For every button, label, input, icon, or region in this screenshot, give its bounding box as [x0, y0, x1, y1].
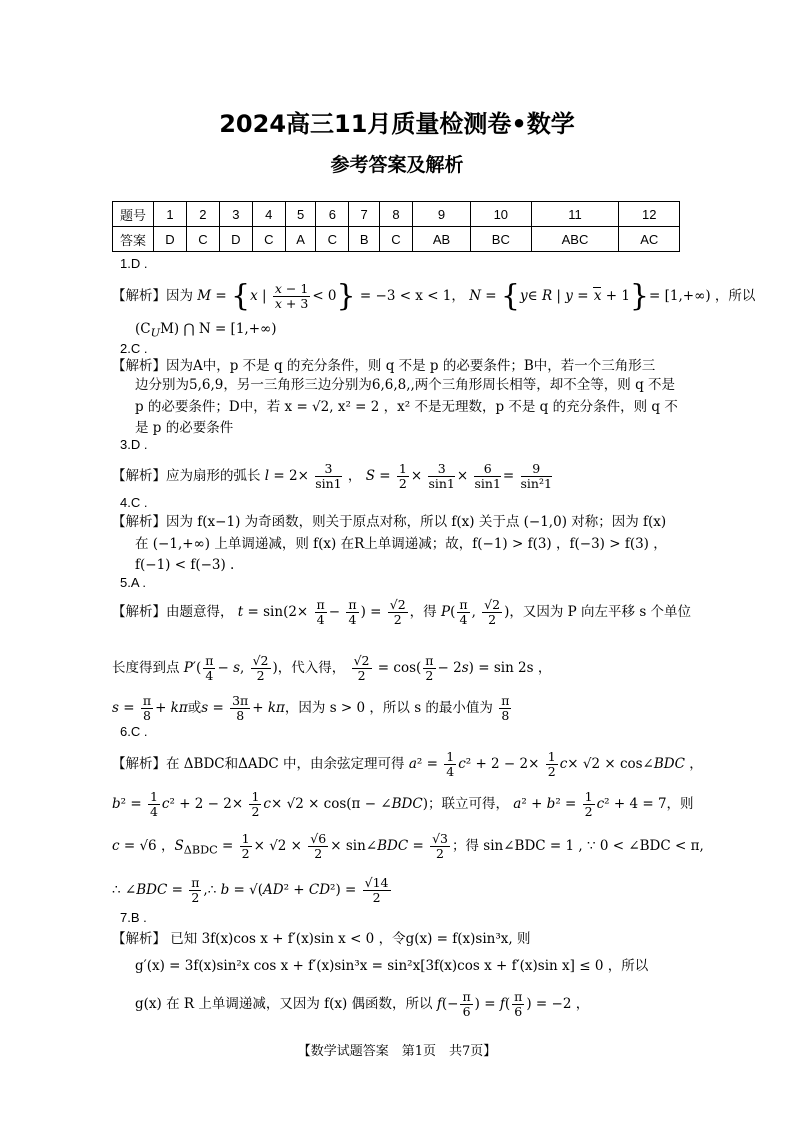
q5-text: ，代入得，	[277, 660, 346, 676]
table-cell: C	[316, 227, 349, 252]
table-cell: ABC	[531, 227, 619, 252]
q5-line-3: s = $\frac{\pi}{8}$ + kπ或s = $\frac{3\pi}{8}$ + kπ，因为 s > 0 ，所以 s 的最小值为 $\frac{\pi}{8}$	[112, 693, 510, 723]
q6-text: ；得 sin∠BDC = 1 , ∵ 0 < ∠BDC < π,	[451, 838, 704, 854]
q2-line-4: 是 p 的必要条件	[135, 420, 234, 436]
table-cell: C	[380, 227, 413, 252]
table-cell: C	[186, 227, 219, 252]
q7-text: 已知 3f(x)cos x + f′(x)sin x < 0 ，令g(x) = f(x)sin³x, 则	[170, 931, 531, 947]
q4-line-2: 在 (−1,+∞) 上单调递减，则 f(x) 在R上单调递减；故，f(−1) > f(3) ，f(−3) > f(3) ，	[135, 536, 667, 552]
q1-text: = −3 < x < 1，	[359, 288, 465, 304]
page-footer: 【数学试题答案 第1页 共7页】	[297, 1044, 497, 1059]
table-cell: A	[285, 227, 316, 252]
analysis-label: 【解析】	[112, 756, 166, 772]
analysis-label: 【解析】	[112, 288, 166, 304]
q1-text: 因为	[166, 288, 193, 304]
table-cell: 9	[412, 202, 470, 227]
number-row-label: 题号	[113, 202, 154, 227]
page-title: 2024高三11月质量检测卷•数学	[219, 110, 575, 138]
q1-line-1: 【解析】因为 M = {x | $\frac{x - 1}{x + 3}$ < 0} = −3 < x < 1， N = {y∈ R | y = x + 1}= [1,+∞) ，所以	[112, 278, 756, 314]
q5-heading: 5.A .	[120, 575, 147, 590]
q5-text: 由题意得，	[166, 604, 234, 620]
q1-text: (C	[135, 321, 151, 337]
table-cell: 5	[285, 202, 316, 227]
q1-set-var: x |	[250, 288, 271, 304]
q2-line-2: 边分别为5,6,9，另一三角形三边分别为6,6,8,,两个三角形周长相等，却不全等，则 q 不是	[135, 377, 676, 393]
q6-line-4: ∴ ∠BDC = $\frac{\pi}{2}$ ,∴ b = √(AD² + CD²) = $\frac{√14}{2}$	[112, 875, 389, 905]
table-cell: D	[219, 227, 252, 252]
number-row	[113, 202, 680, 227]
q1-text: M) ⋂ N = [1,+∞)	[160, 321, 277, 337]
q3-line-1: 【解析】应为扇形的弧长 l = 2× $\frac{3}{\sin 1}$ ， S = $\frac{1}{2}$ × $\frac{3}{\sin 1}$ × $\frac{6}{\sin 1}$ = $\frac{9}{\text{sin²1}}$	[112, 461, 552, 491]
q2-line-3: p 的必要条件；D中，若 x = √2, x² = 2 ，x² 不是无理数，p 不是 q 的充分条件，则 q 不	[135, 399, 678, 415]
table-cell: 3	[219, 202, 252, 227]
q4-line-1	[112, 513, 692, 531]
q3-text: 应为扇形的弧长	[166, 468, 261, 484]
q6-line-3: c = √6 ，$S_{\Delta BDC}$ = $\frac{1}{2}$ × √2 × $\frac{√6}{2}$ × sin∠BDC = $\frac{√3}{2}$ ；得 sin∠BDC = 1 , ∵ 0 < ∠BDC < π,	[112, 831, 704, 861]
q2-text: 因为A中，p 不是 q 的充分条件，则 q 不是 p 的必要条件；B中，若一个三角形三	[166, 358, 656, 374]
q1-text: = [1,+∞) ，所以	[649, 288, 756, 304]
table-cell: 7	[349, 202, 380, 227]
q7-heading: 7.B .	[120, 910, 147, 925]
analysis-label: 【解析】	[112, 931, 166, 947]
q2-heading: 2.C .	[120, 341, 148, 356]
table-cell: 12	[619, 202, 680, 227]
table-cell: BC	[471, 227, 531, 252]
q5-line-1: 【解析】由题意得， t = sin(2× $\frac{\pi}{4}$ − $\frac{\pi}{4}$ ) = $\frac{√2}{2}$ ，得 P( $\frac{\pi}{4}$ , $\frac{√2}{2}$ )，又因为 P 向左平移 s 个单位	[112, 597, 692, 627]
q5-text: ，又因为 P 向左平移 s 个单位	[509, 604, 692, 620]
answer-table	[112, 201, 680, 252]
table-cell: D	[154, 227, 187, 252]
answer-row-label: 答案	[113, 227, 154, 252]
table-cell: AB	[412, 227, 470, 252]
q4-heading: 4.C .	[120, 495, 148, 510]
q5-text: ，得	[409, 604, 437, 620]
q5-text: 长度得到点	[112, 660, 180, 676]
q5-text: ，因为 s > 0 ，所以 s 的最小值为	[284, 700, 493, 716]
table-cell: C	[252, 227, 285, 252]
analysis-label: 【解析】	[112, 514, 166, 530]
q6-text: ；联立可得，	[428, 796, 509, 812]
q5-line-2: 长度得到点 P′( $\frac{\pi}{4}$ − s, $\frac{√2}{2}$ )，代入得， $\frac{√2}{2}$ = cos( $\frac{\pi}{2}$ − 2s) = sin 2s ，	[112, 653, 552, 683]
table-cell: 2	[186, 202, 219, 227]
table-cell: 6	[316, 202, 349, 227]
q4-text: 因为 f(x−1) 为奇函数，则关于原点对称，所以 f(x) 关于点 (−1,0) 对称；因为 f(x)	[166, 514, 667, 530]
analysis-label: 【解析】	[112, 604, 166, 620]
q1-heading: 1.D .	[120, 256, 148, 271]
q6-text: 在 ΔBDC和ΔADC 中，由余弦定理可得	[166, 756, 405, 772]
q7-text: = −2 ，	[535, 996, 590, 1012]
q5-text: = sin 2s ，	[478, 660, 552, 676]
table-cell: 11	[531, 202, 619, 227]
q7-text: g(x) 在 R 上单调递减，又因为 f(x) 偶函数，所以	[135, 996, 433, 1012]
q7-line-2: g′(x) = 3f(x)sin²x cos x + f′(x)sin³x = sin²x[3f(x)cos x + f′(x)sin x] ≤ 0 ，所以	[135, 958, 649, 974]
q6-text: ，则	[666, 796, 694, 812]
q3-heading: 3.D .	[120, 437, 148, 452]
table-cell: 8	[380, 202, 413, 227]
q6-line-1: 【解析】在 ΔBDC和ΔADC 中，由余弦定理可得 a² = $\frac{1}{4}$ c² + 2 − 2× $\frac{1}{2}$ c× √2 × cos∠BDC ，	[112, 749, 703, 779]
page-subtitle: 参考答案及解析	[330, 154, 464, 176]
q6-heading: 6.C .	[120, 724, 148, 739]
analysis-label: 【解析】	[112, 468, 166, 484]
table-cell: AC	[619, 227, 680, 252]
q4-line-3: f(−1) < f(−3) .	[135, 557, 235, 573]
q2-line-1	[112, 357, 692, 375]
table-cell: 4	[252, 202, 285, 227]
analysis-label: 【解析】	[112, 358, 166, 374]
q7-line-3: g(x) 在 R 上单调递减，又因为 f(x) 偶函数，所以 f(− $\frac{\pi}{6}$ ) = f( $\frac{\pi}{6}$ ) = −2 ，	[135, 989, 590, 1019]
q1-line-2: $(C_UM)$ ⋂ N = [1,+∞)	[135, 321, 277, 340]
q7-line-1	[112, 930, 692, 948]
table-cell: 10	[471, 202, 531, 227]
q6-line-2: b² = $\frac{1}{4}$ c² + 2 − 2× $\frac{1}{2}$ c× √2 × cos(π − ∠BDC)；联立可得， a² + b² = $\frac{1}{2}$ c² + 4 = 7，则	[112, 789, 694, 819]
table-cell: 1	[154, 202, 187, 227]
table-cell: B	[349, 227, 380, 252]
answer-row	[113, 227, 680, 252]
